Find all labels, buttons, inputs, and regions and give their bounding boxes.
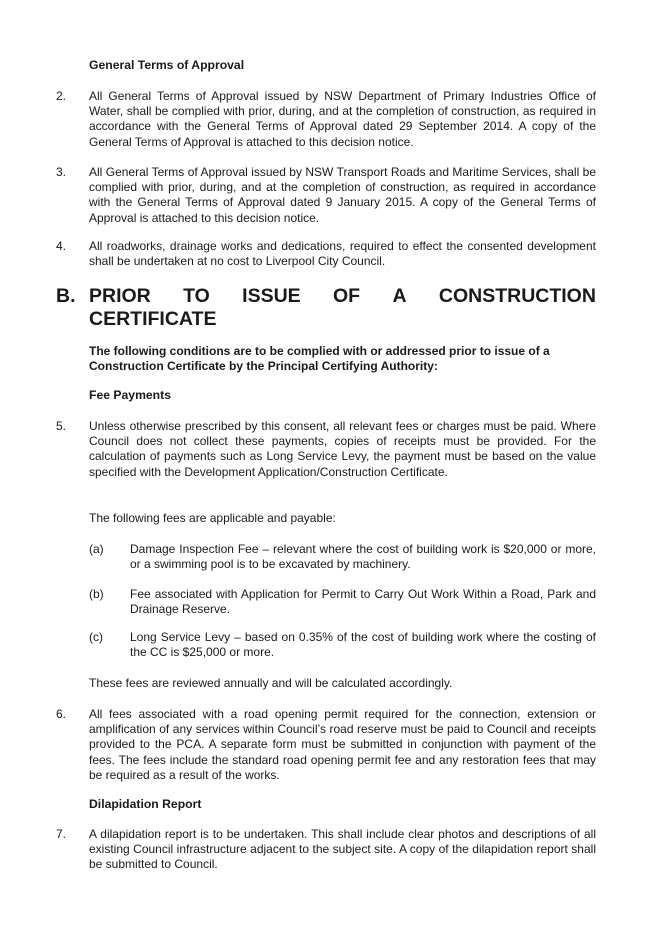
condition-number: 2.	[56, 89, 67, 103]
condition-text: Unless otherwise prescribed by this consent, all relevant fees or charges must be paid. Where Council does not collect these payments, copies of receipts must be provided. For the calculation of payments such as Long Service Levy, the payment must be based on the value specified with the Development Application/Construction Certificate.	[89, 419, 596, 479]
condition-text: All General Terms of Approval issued by NSW Transport Roads and Maritime Services, shall be complied with prior, during, and at the completion of construction, as required in accordance with the General Terms of Approval dated 9 January 2015. A copy of the General Terms of Approval is attached to this decision notice.	[89, 165, 596, 225]
condition-2	[56, 89, 596, 150]
condition-3	[56, 165, 596, 226]
title-word: CONSTRUCTION	[438, 285, 596, 307]
condition-4	[56, 239, 596, 269]
title-word: PRIOR	[89, 285, 151, 307]
condition-number: 7.	[56, 827, 67, 841]
condition-5	[56, 419, 596, 480]
condition-number: 3.	[56, 165, 67, 179]
fee-label: (b)	[89, 587, 104, 601]
section-letter: B.	[56, 285, 76, 307]
title-word: OF	[333, 285, 361, 307]
condition-text: A dilapidation report is to be undertaken. This shall include clear photos and descriptions of all existing Council infrastructure adjacent to the subject site. A copy of the dilapidation report shall be submitted to Council.	[89, 827, 596, 872]
fee-text: Long Service Levy – based on 0.35% of the cost of building work where the costing of the CC is $25,000 or more.	[130, 630, 596, 660]
title-word: A	[392, 285, 407, 307]
fee-label: (a)	[89, 542, 104, 556]
fee-item-a	[89, 542, 596, 572]
fee-text: Fee associated with Application for Permit to Carry Out Work Within a Road, Park and Drainage Reserve.	[130, 587, 596, 617]
condition-7	[56, 827, 596, 873]
section-b-intro: The following conditions are to be complied with or addressed prior to issue of a Construction Certificate by the Principal Certifying Authority:	[89, 344, 550, 374]
title-word: TO	[183, 285, 210, 307]
condition-6	[56, 707, 596, 783]
fee-item-b	[89, 587, 596, 617]
condition-text: All roadworks, drainage works and dedications, required to effect the consented development shall be undertaken at no cost to Liverpool City Council.	[89, 239, 596, 269]
condition-text: All fees associated with a road opening permit required for the connection, extension or amplification of any services within Council’s road reserve must be paid to Council and receipts provided to the PCA. A separate form must be submitted in conjunction with payment of the fees. The fees include the standard road opening permit fee and any restoration fees that may be required as a result of the works.	[89, 707, 596, 782]
fees-note: These fees are reviewed annually and will be calculated accordingly.	[89, 676, 453, 690]
fee-text: Damage Inspection Fee – relevant where the cost of building work is $20,000 or more, or a swimming pool is to be excavated by machinery.	[130, 542, 596, 572]
general-terms-heading: General Terms of Approval	[89, 58, 245, 72]
condition-number: 5.	[56, 419, 67, 433]
condition-text: All General Terms of Approval issued by NSW Department of Primary Industries Office of Water, shall be complied with prior, during, and at the completion of construction, as required in accordance with the General Terms of Approval dated 29 September 2014. A copy of the General Terms of Approval is attached to this decision notice.	[89, 89, 596, 149]
condition-number: 4.	[56, 239, 67, 253]
section-title-line2: CERTIFICATE	[89, 308, 217, 330]
dilapidation-heading: Dilapidation Report	[89, 797, 202, 811]
condition-number: 6.	[56, 707, 67, 721]
title-word: ISSUE	[242, 285, 301, 307]
fees-intro: The following fees are applicable and payable:	[89, 511, 336, 525]
section-title-line1	[89, 285, 596, 308]
fee-item-c	[89, 630, 596, 660]
fee-label: (c)	[89, 630, 103, 644]
fee-payments-heading: Fee Payments	[89, 388, 171, 402]
